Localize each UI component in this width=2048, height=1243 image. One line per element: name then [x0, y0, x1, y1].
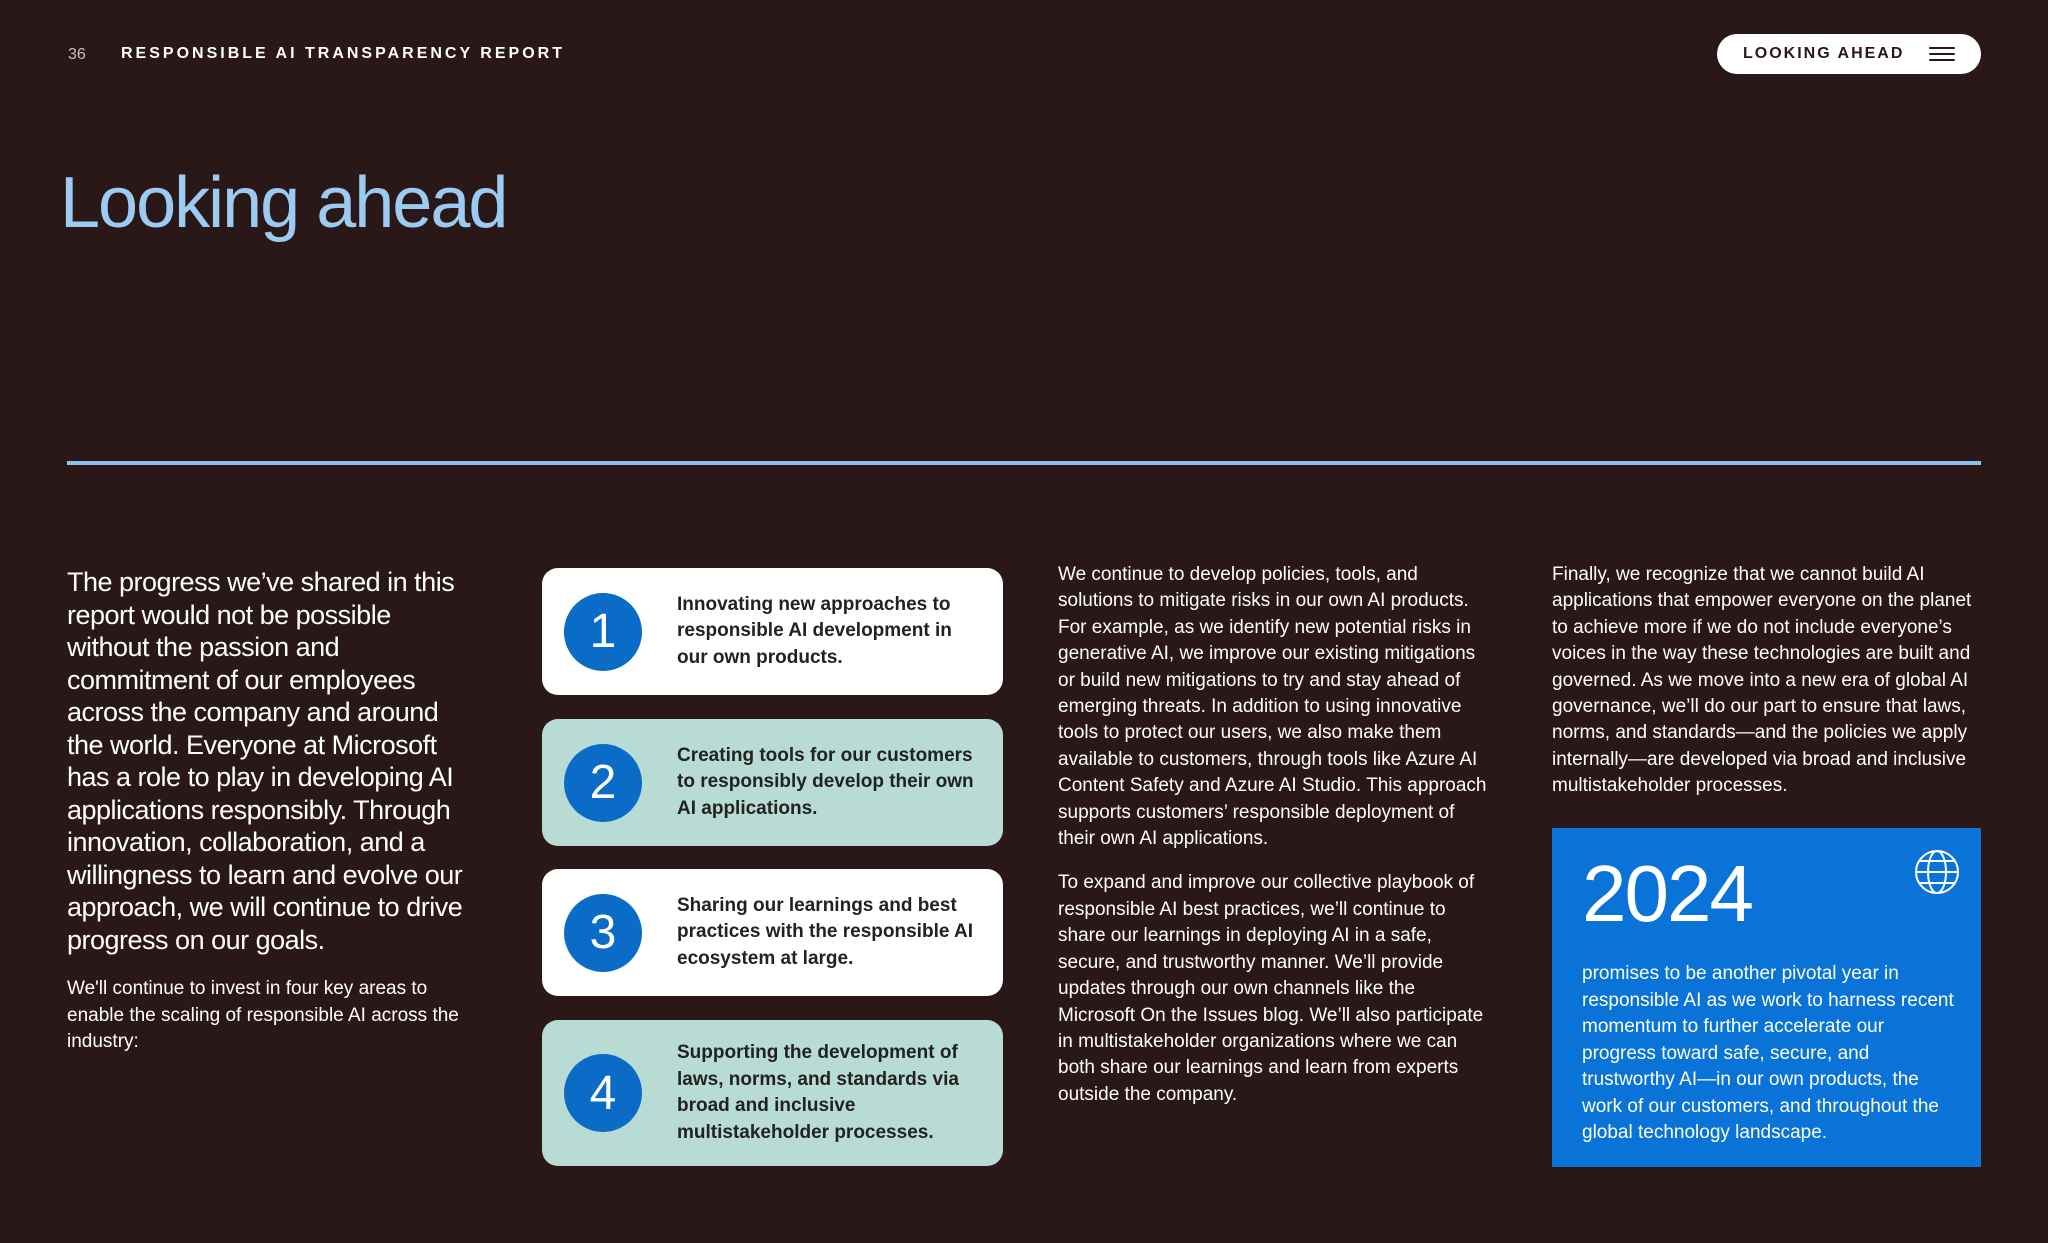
body-paragraph: To expand and improve our collective playbook of responsible AI best practices, we’ll continue to share our learnings in deploying AI in a safe, secure, and trustworthy manner. We’ll provide updates through our own channels like the Microsoft On the Issues blog. We’ll also participate in multistakeholder organizations where we can both share our learnings and learn from experts outside the company.	[1058, 872, 1484, 1105]
page-header	[0, 0, 2048, 110]
key-area-text: Supporting the development of laws, norms, and standards via broad and inclusive multistakeholder processes.	[677, 1042, 959, 1143]
body-column-three	[1058, 562, 1488, 1126]
key-area-number-badge: 3	[564, 894, 642, 972]
key-area-text: Innovating new approaches to responsible AI development in our own products.	[677, 593, 952, 668]
section-nav-button[interactable]	[1717, 34, 1981, 74]
highlight-callout	[1552, 828, 1981, 1167]
menu-icon	[1929, 47, 1955, 61]
key-area-number-badge: 2	[564, 744, 642, 822]
report-title: RESPONSIBLE AI TRANSPARENCY REPORT	[121, 45, 565, 62]
key-area-card-2	[542, 719, 1003, 846]
body-paragraph: Finally, we recognize that we cannot build AI applications that empower everyone on the planet to achieve more if we do not include everyone’s voices in the way these technologies are built and governed. As we move into a new era of global AI governance, we’ll do our part to ensure that laws, norms, and standards—and the policies we apply internally—are developed via broad and inclusive multistakeholder processes.	[1552, 564, 1972, 797]
page-number: 36	[68, 46, 86, 63]
body-column-four	[1552, 562, 1982, 818]
highlight-text: promises to be another pivotal year in responsible AI as we work to harness recent momentum to further accelerate our progress toward safe, secure, and trustworthy AI—in our own products, the work of our customers, and throughout the global technology landscape.	[1582, 963, 1954, 1143]
key-area-text: Creating tools for our customers to responsibly develop their own AI applications.	[677, 744, 974, 819]
intro-sub-paragraph: We'll continue to invest in four key areas to enable the scaling of responsible AI across the industry:	[67, 978, 459, 1052]
section-nav-label: LOOKING AHEAD	[1743, 45, 1905, 62]
key-area-card-4	[542, 1020, 1003, 1166]
globe-icon	[1913, 848, 1961, 896]
highlight-year: 2024	[1582, 849, 1752, 938]
key-area-card-1	[542, 568, 1003, 695]
key-area-number-badge: 1	[564, 593, 642, 671]
intro-lead-paragraph: The progress we’ve shared in this report would not be possible without the passion and commitment of our employees across the company and around the world. Everyone at Microsoft has a role to play in developing AI applications responsibly. Through innovation, collaboration, and a willingness to learn and evolve our approach, we will continue to drive progress on our goals.	[67, 567, 463, 955]
body-paragraph: We continue to develop policies, tools, and solutions to mitigate risks in our own AI products. For example, as we identify new potential risks in generative AI, we improve our existing mitigations or build new mitigations to try and stay ahead of emerging threats. In addition to using innovative tools to protect our users, we also make them available to customers, through tools like Azure AI Content Safety and Azure AI Studio. This approach supports customers’ responsible deployment of their own AI applications.	[1058, 564, 1487, 850]
key-area-card-3	[542, 869, 1003, 996]
section-divider	[67, 461, 1981, 465]
key-area-text: Sharing our learnings and best practices with the responsible AI ecosystem at large.	[677, 894, 973, 969]
page-title: Looking ahead	[60, 163, 507, 243]
intro-column	[67, 566, 467, 1056]
key-area-number-badge: 4	[564, 1054, 642, 1132]
